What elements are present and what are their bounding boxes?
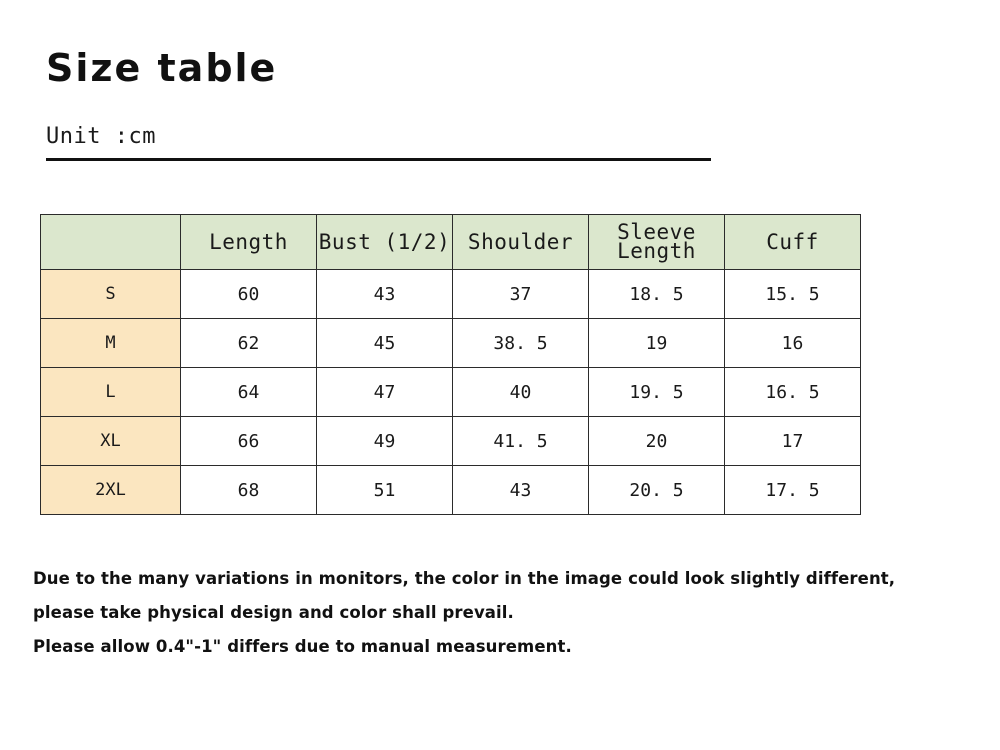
cell-m-sleeve: 19 — [589, 319, 725, 368]
size-table — [40, 214, 861, 515]
cell-2xl-cuff: 17. 5 — [725, 466, 861, 515]
table-header — [41, 215, 861, 270]
table-body — [41, 270, 861, 515]
table-corner-cell — [41, 215, 181, 270]
row-header-l: L — [41, 368, 181, 417]
cell-2xl-bust: 51 — [317, 466, 453, 515]
cell-xl-cuff: 17 — [725, 417, 861, 466]
cell-s-sleeve: 18. 5 — [589, 270, 725, 319]
note-line-3: Please allow 0.4"-1" differs due to manual measurement. — [33, 636, 572, 656]
row-header-2xl: 2XL — [41, 466, 181, 515]
cell-s-length: 60 — [181, 270, 317, 319]
row-header-m: M — [41, 319, 181, 368]
row-header-s: S — [41, 270, 181, 319]
table-row — [41, 466, 861, 515]
cell-m-bust: 45 — [317, 319, 453, 368]
cell-xl-bust: 49 — [317, 417, 453, 466]
cell-2xl-length: 68 — [181, 466, 317, 515]
table-row — [41, 417, 861, 466]
column-header-bust: Bust (1/2) — [317, 215, 453, 270]
cell-l-bust: 47 — [317, 368, 453, 417]
column-header-shoulder: Shoulder — [453, 215, 589, 270]
table-header-row — [41, 215, 861, 270]
table-row — [41, 319, 861, 368]
cell-xl-sleeve: 20 — [589, 417, 725, 466]
cell-s-bust: 43 — [317, 270, 453, 319]
column-header-sleeve-line2: Length — [617, 239, 696, 263]
cell-m-cuff: 16 — [725, 319, 861, 368]
cell-l-length: 64 — [181, 368, 317, 417]
table-row — [41, 270, 861, 319]
column-header-sleeve-length — [589, 215, 725, 270]
cell-l-sleeve: 19. 5 — [589, 368, 725, 417]
column-header-length: Length — [181, 215, 317, 270]
page-title: Size table — [46, 46, 278, 90]
cell-xl-shoulder: 41. 5 — [453, 417, 589, 466]
row-header-xl: XL — [41, 417, 181, 466]
column-header-sleeve-line1: Sleeve — [617, 219, 696, 244]
column-header-cuff: Cuff — [725, 215, 861, 270]
cell-l-shoulder: 40 — [453, 368, 589, 417]
cell-m-shoulder: 38. 5 — [453, 319, 589, 368]
unit-divider — [46, 158, 711, 161]
disclaimer-notes — [33, 562, 963, 663]
cell-s-cuff: 15. 5 — [725, 270, 861, 319]
cell-xl-length: 66 — [181, 417, 317, 466]
table-row — [41, 368, 861, 417]
cell-s-shoulder: 37 — [453, 270, 589, 319]
unit-label: Unit :cm — [46, 124, 156, 149]
cell-2xl-sleeve: 20. 5 — [589, 466, 725, 515]
cell-m-length: 62 — [181, 319, 317, 368]
note-line-1: Due to the many variations in monitors, the color in the image could look slightly different, — [33, 569, 896, 588]
cell-l-cuff: 16. 5 — [725, 368, 861, 417]
cell-2xl-shoulder: 43 — [453, 466, 589, 515]
note-line-2: please take physical design and color shall prevail. — [33, 602, 514, 622]
